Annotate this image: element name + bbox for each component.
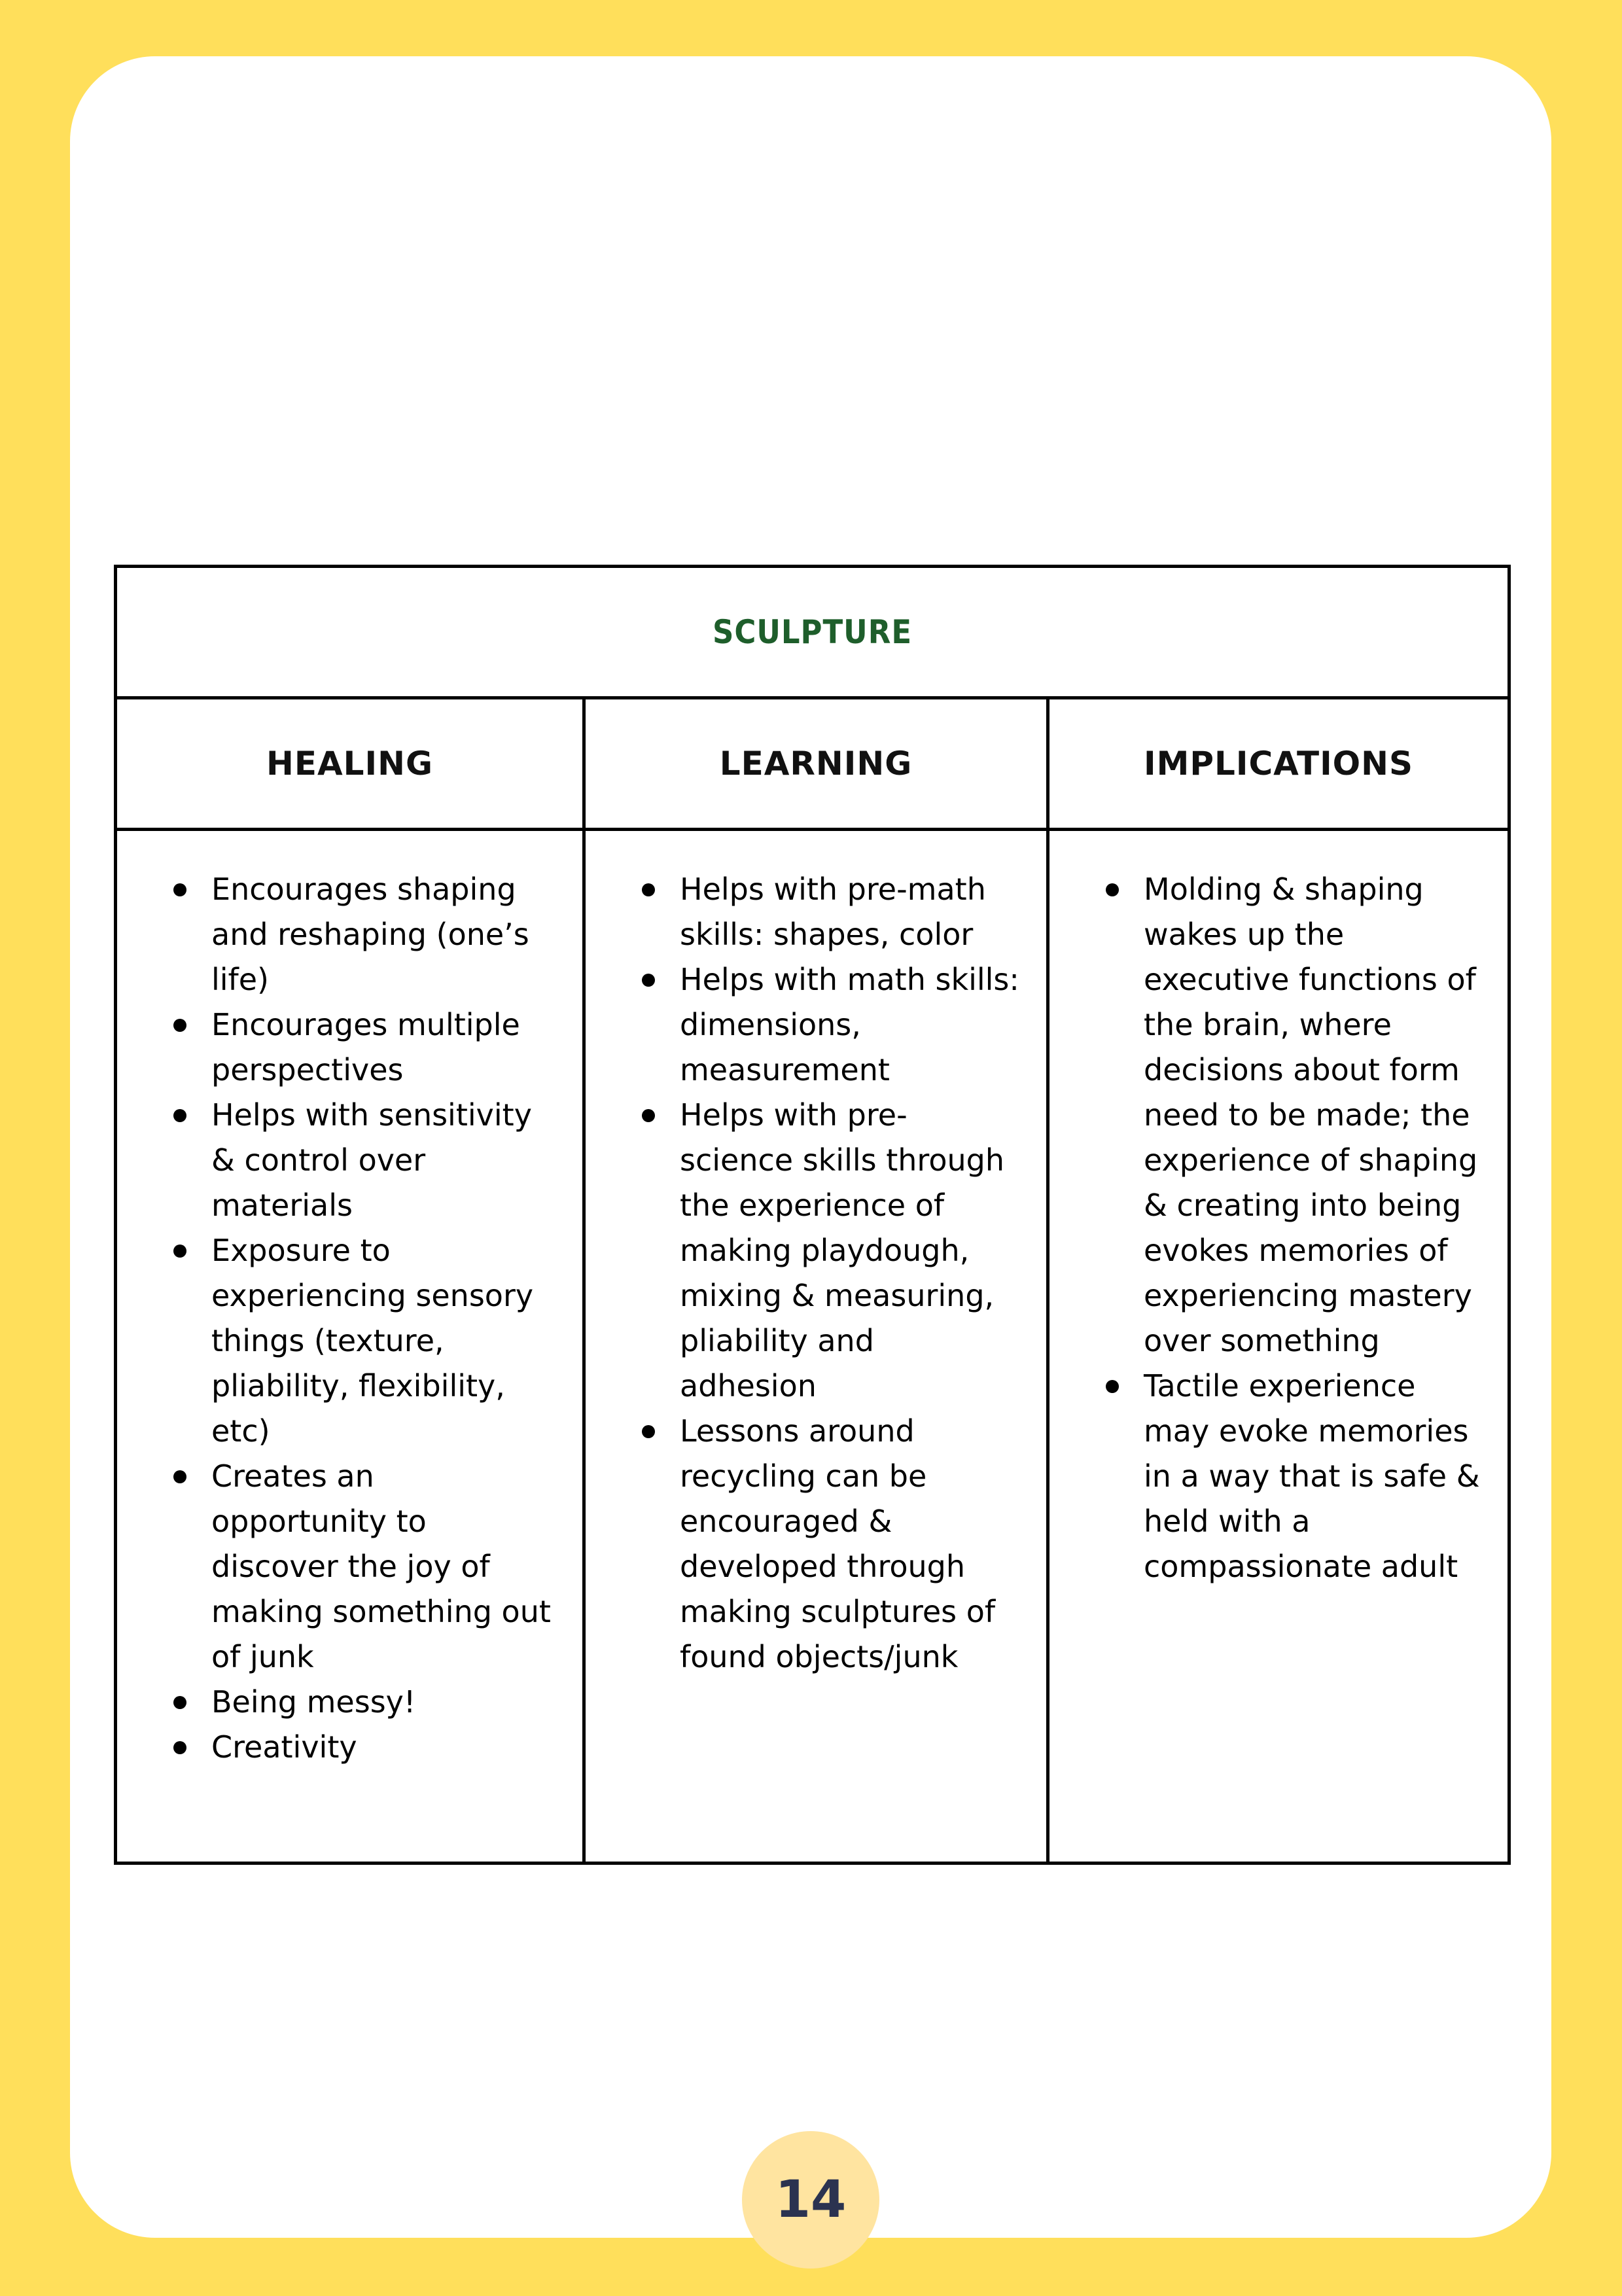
list-item: Helps with sensitivity & control over materials — [211, 1093, 556, 1228]
list-item: Creativity — [211, 1725, 556, 1770]
learning-list — [586, 831, 1046, 1680]
list-item: Molding & shaping wakes up the executive functions of the brain, where decisions about form need to be made; the experience of shaping & creating into being evokes memories of experiencing mastery over something — [1144, 867, 1481, 1364]
sculpture-table — [114, 565, 1511, 1865]
list-item: Being messy! — [211, 1680, 556, 1725]
list-item: Helps with math skills: dimensions, measurement — [680, 957, 1020, 1093]
implications-cell — [1048, 830, 1509, 1863]
list-item: Tactile experience may evoke memories in a way that is safe & held with a compassionate adult — [1144, 1364, 1481, 1589]
column-header-learning: LEARNING — [584, 698, 1048, 830]
list-item: Exposure to experiencing sensory things (texture, pliability, flexibility, etc) — [211, 1228, 556, 1454]
list-item: Encourages shaping and reshaping (one’s life) — [211, 867, 556, 1002]
table-title-row — [116, 567, 1509, 698]
list-item: Helps with pre-math skills: shapes, color — [680, 867, 1020, 957]
implications-list — [1049, 831, 1507, 1589]
table-body-row — [116, 830, 1509, 1863]
column-header-implications: IMPLICATIONS — [1048, 698, 1509, 830]
healing-list — [117, 831, 582, 1770]
table-title: SCULPTURE — [116, 567, 1509, 698]
page-number: 14 — [775, 2170, 847, 2229]
healing-cell — [116, 830, 584, 1863]
column-header-healing: HEALING — [116, 698, 584, 830]
table-header-row — [116, 698, 1509, 830]
list-item: Helps with pre-science skills through the experience of making playdough, mixing & measuring, pliability and adhesion — [680, 1093, 1020, 1409]
list-item: Encourages multiple perspectives — [211, 1002, 556, 1093]
page-number-badge — [742, 2131, 879, 2269]
list-item: Lessons around recycling can be encouraged & developed through making sculptures of found objects/junk — [680, 1409, 1020, 1680]
list-item: Creates an opportunity to discover the joy of making something out of junk — [211, 1454, 556, 1680]
learning-cell — [584, 830, 1048, 1863]
